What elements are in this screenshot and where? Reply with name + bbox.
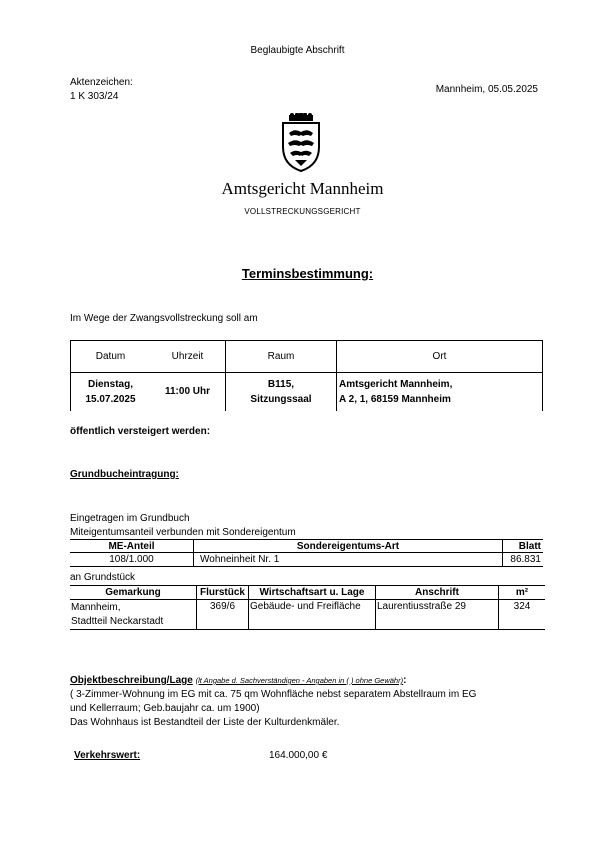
market-value: 164.000,00 € [269,750,328,761]
share-header-me: ME-Anteil [70,540,194,553]
description-line2: und Kellerraum; Geb.baujahr ca. um 1900) [70,703,260,714]
cell-time: 11:00 Uhr [164,386,211,398]
land-register-heading: Grundbucheintragung: [70,469,179,480]
cell-place [337,373,543,411]
plot-header-anschrift: Anschrift [376,586,499,600]
plot-cell-area: 324 [499,600,546,630]
plot-label: an Grundstück [70,572,136,583]
market-value-label: Verkehrswert: [74,750,141,761]
description-line3: Das Wohnhaus ist Bestandteil der Liste der Kulturdenkmäler. [70,717,340,728]
share-cell-me: 108/1.000 [70,553,194,567]
description-heading-colon: : [403,675,407,686]
share-cell-sheet: 86.831 [503,553,544,567]
plot-gemarkung-line1: Mannheim, [71,602,121,613]
cell-date [71,373,151,411]
plot-table [70,585,545,630]
description-heading-line [70,675,406,686]
description-heading: Objektbeschreibung/Lage [70,675,193,686]
place-date: Mannheim, 05.05.2025 [435,84,538,95]
place-line1: Amtsgericht Mannheim, [339,378,453,390]
plot-cell-anschrift: Laurentiusstraße 29 [376,600,499,630]
plot-header-gemarkung: Gemarkung [70,586,197,600]
share-header-sheet: Blatt [503,540,544,553]
court-name: Amtsgericht Mannheim [221,179,384,198]
plot-gemarkung-line2: Stadtteil Neckarstadt [71,616,164,627]
header-place: Ort [337,341,543,373]
header-date: Datum [71,341,151,373]
registered-in: Eingetragen im Grundbuch [70,513,190,524]
plot-cell-flurstueck: 369/6 [197,600,249,630]
place-line2: A 2, 1, 68159 Mannheim [339,393,451,405]
plot-header-area: m² [499,586,546,600]
description-heading-note: (lt Angabe d. Sachverständigen - Angaben in ( ) ohne Gewähr) [195,676,404,685]
court-department: VOLLSTRECKUNGSGERICHT [244,207,361,216]
appointment-table [70,340,543,411]
share-cell-type: Wohneinheit Nr. 1 [194,553,503,567]
coat-of-arms-icon [281,113,321,173]
plot-header-wirtschaftsart: Wirtschaftsart u. Lage [249,586,376,600]
file-ref-label: Aktenzeichen: [70,77,133,88]
plot-header-flurstueck: Flurstück [197,586,249,600]
date-line2: 15.07.2025 [85,393,136,405]
room-line2: Sitzungssaal [250,393,312,405]
share-text: Miteigentumsanteil verbunden mit Sondereigentum [70,527,296,538]
intro-text: Im Wege der Zwangsvollstreckung soll am [70,313,258,324]
room-line1: B115, [267,378,295,390]
date-line1: Dienstag, [87,378,133,390]
header-room: Raum [226,341,337,373]
auction-note: öffentlich versteigert werden: [70,426,211,437]
plot-cell-gemarkung [70,600,197,630]
file-ref: 1 K 303/24 [70,91,119,102]
header-time: Uhrzeit [150,341,226,373]
description-line1: ( 3-Zimmer-Wohnung im EG mit ca. 75 qm Wohnfläche nebst separatem Abstellraum im EG [70,689,477,700]
share-header-type: Sondereigentums-Art [194,540,503,553]
share-table [70,539,543,567]
cell-room [226,373,337,411]
document-title: Terminsbestimmung: [241,266,374,281]
copy-label: Beglaubigte Abschrift [250,45,345,56]
plot-cell-wirtschaftsart: Gebäude- und Freifläche [249,600,376,630]
